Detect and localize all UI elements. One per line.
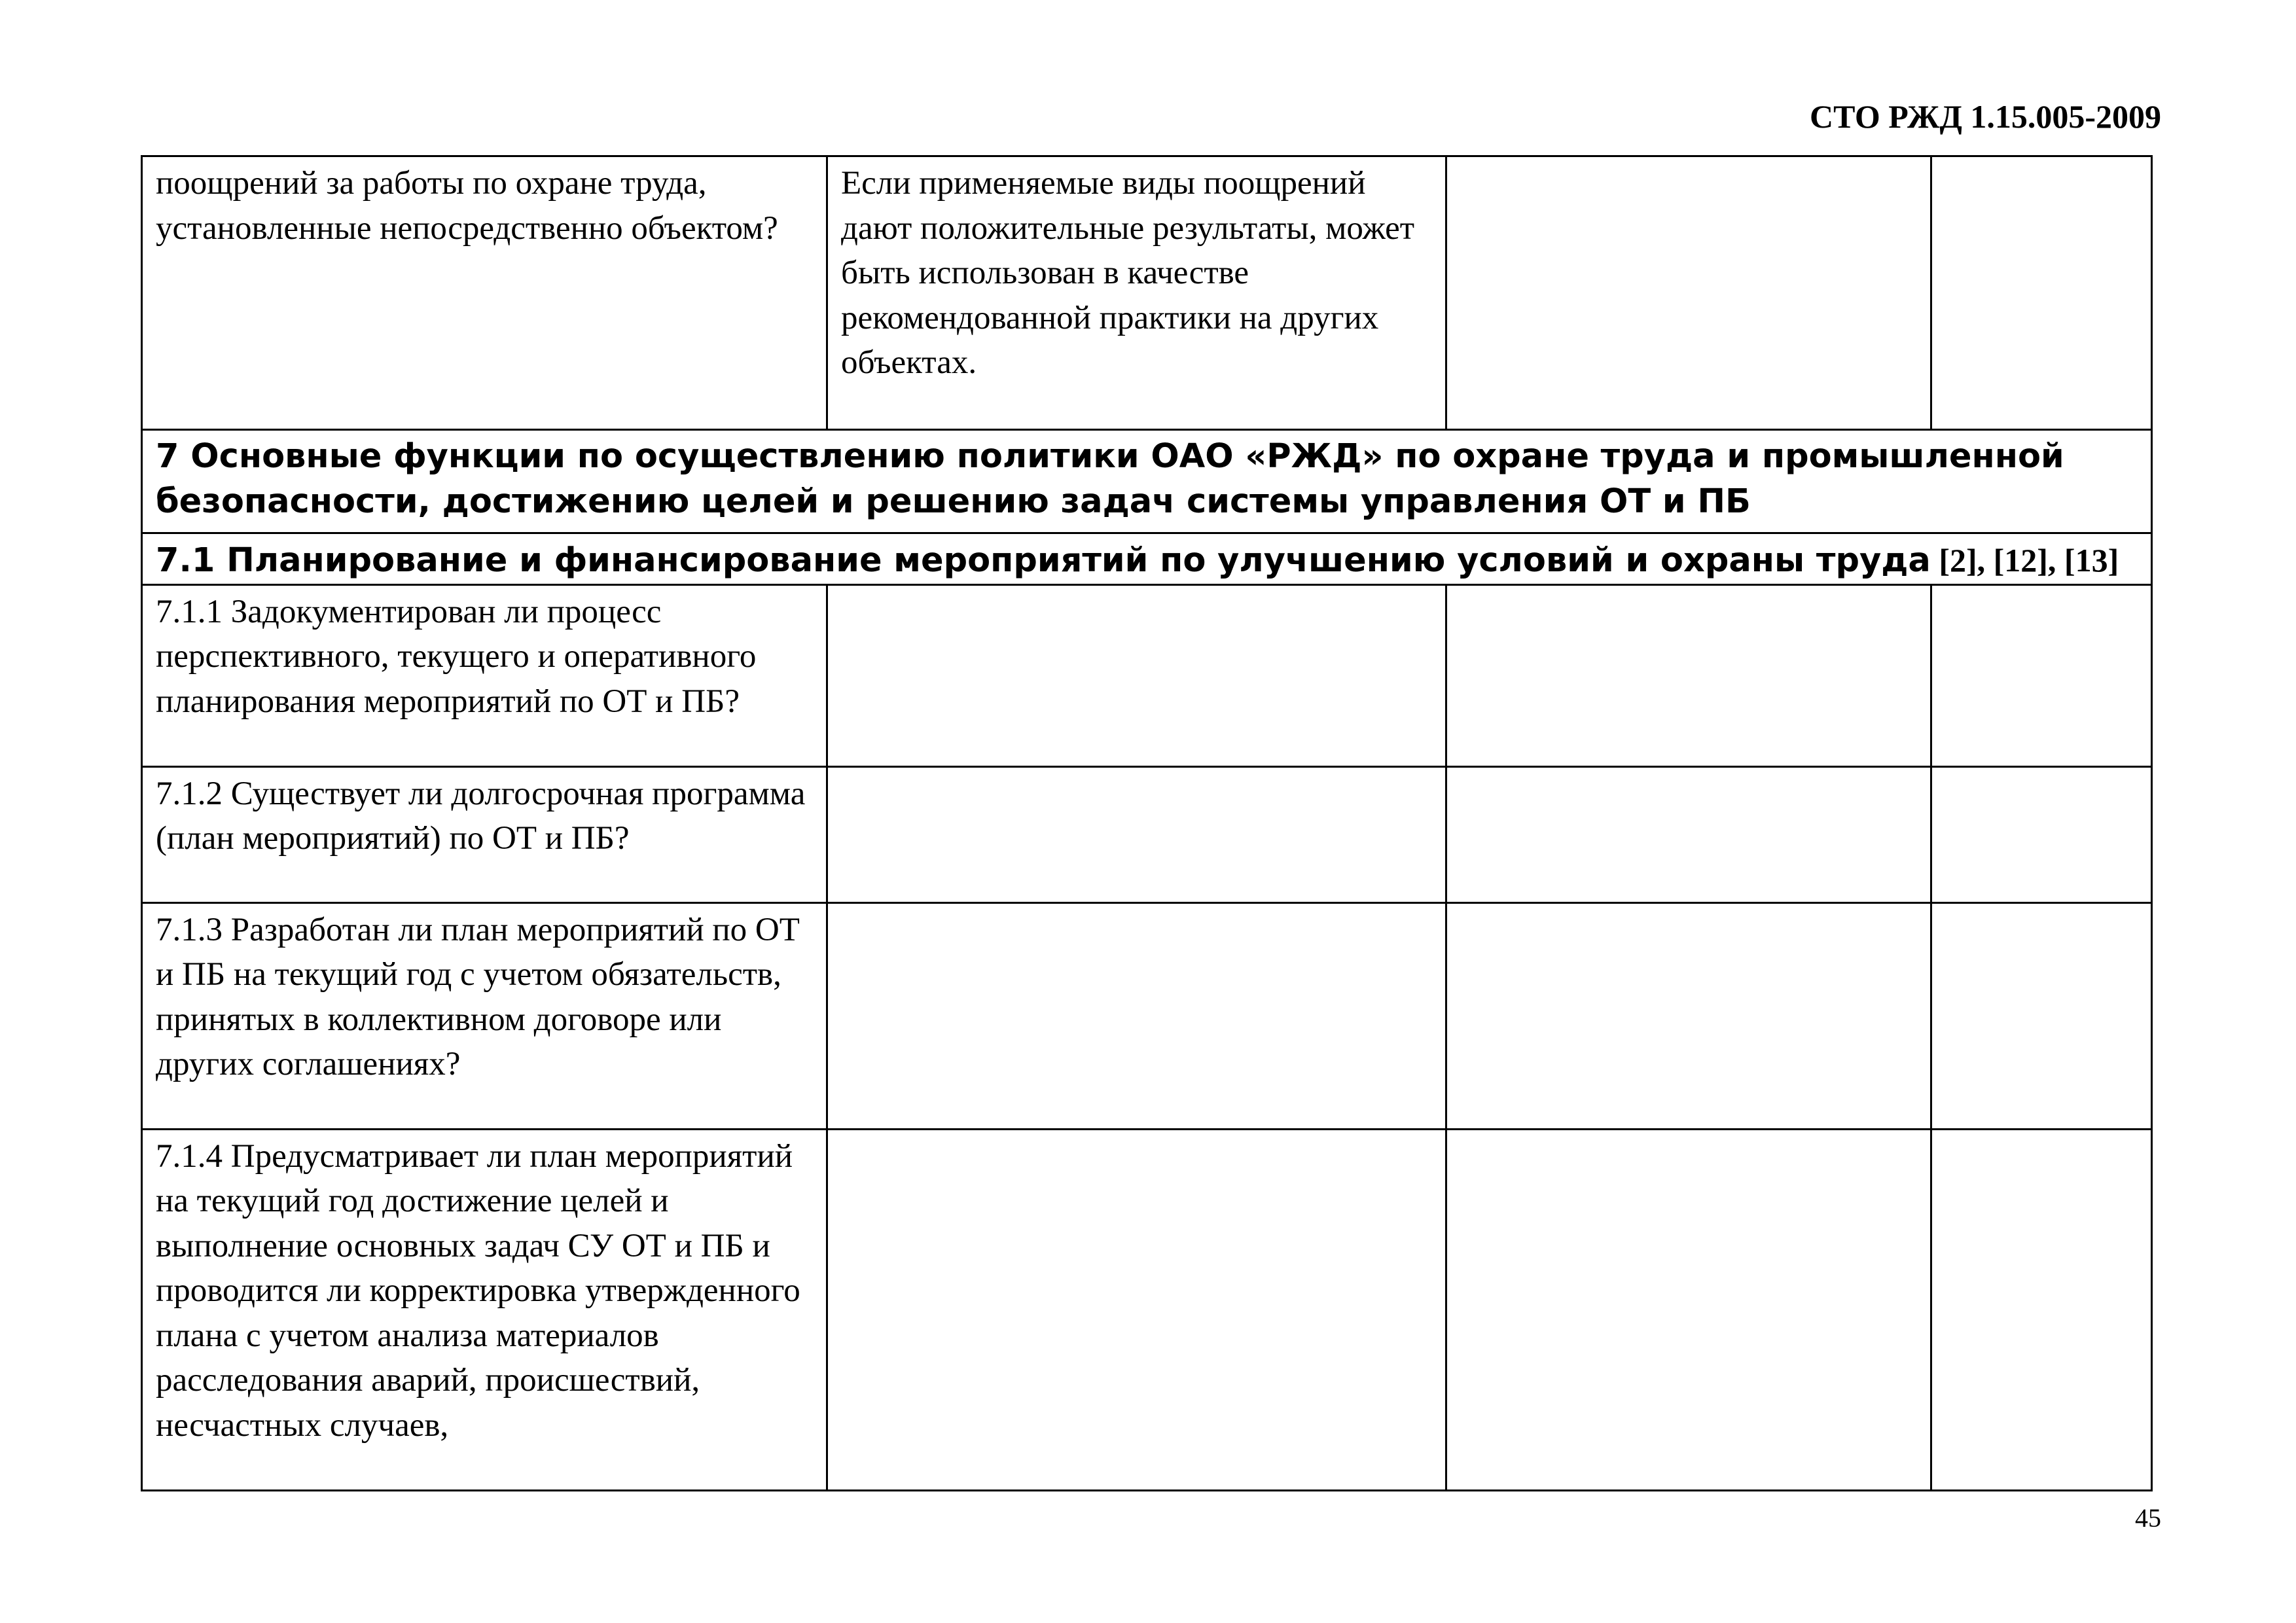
note-cell bbox=[827, 584, 1446, 766]
table-row bbox=[142, 156, 2152, 430]
subsection-heading bbox=[142, 533, 2152, 585]
mark-cell bbox=[1931, 766, 2152, 902]
table-row bbox=[142, 902, 2152, 1129]
mark-cell bbox=[1931, 1129, 2152, 1490]
page-number: 45 bbox=[2135, 1503, 2161, 1533]
result-cell bbox=[1446, 156, 1931, 430]
subsection-title: 7.1 Планирование и финансирование мероприятий по улучшению условий и охраны труда bbox=[156, 541, 1931, 580]
note-cell bbox=[827, 766, 1446, 902]
result-cell bbox=[1446, 766, 1931, 902]
checklist-table bbox=[141, 155, 2153, 1491]
note-cell bbox=[827, 902, 1446, 1129]
section-heading: 7 Основные функции по осуществлению политики ОАО «РЖД» по охране труда и промышленной безопасности, достижению целей и решению задач системы управления ОТ и ПБ bbox=[142, 430, 2152, 533]
mark-cell bbox=[1931, 584, 2152, 766]
mark-cell bbox=[1931, 902, 2152, 1129]
result-cell bbox=[1446, 584, 1931, 766]
table-row bbox=[142, 1129, 2152, 1490]
subsection-heading-row bbox=[142, 533, 2152, 585]
note-cell: Если применяемые виды поощрений дают положительные результаты, может быть использован в качестве рекомендованной практики на других объектах. bbox=[827, 156, 1446, 430]
note-cell bbox=[827, 1129, 1446, 1490]
section-heading-row bbox=[142, 430, 2152, 533]
subsection-references: [2], [12], [13] bbox=[1930, 542, 2119, 579]
question-cell: 7.1.2 Существует ли долгосрочная программа (план мероприятий) по ОТ и ПБ? bbox=[142, 766, 827, 902]
table-row bbox=[142, 584, 2152, 766]
table-row bbox=[142, 766, 2152, 902]
question-cell: 7.1.4 Предусматривает ли план мероприятий на текущий год достижение целей и выполнение основных задач СУ ОТ и ПБ и проводится ли корректировка утвержденного плана с учетом анализа материалов расследования аварий, происшествий, несчастных случаев, bbox=[142, 1129, 827, 1490]
mark-cell bbox=[1931, 156, 2152, 430]
document-code-header: СТО РЖД 1.15.005-2009 bbox=[1810, 98, 2161, 135]
result-cell bbox=[1446, 902, 1931, 1129]
question-cell: 7.1.1 Задокументирован ли процесс перспективного, текущего и оперативного планирования мероприятий по ОТ и ПБ? bbox=[142, 584, 827, 766]
question-cell: 7.1.3 Разработан ли план мероприятий по ОТ и ПБ на текущий год с учетом обязательств, принятых в коллективном договоре или других соглашениях? bbox=[142, 902, 827, 1129]
question-cell: поощрений за работы по охране труда, установленные непосредственно объектом? bbox=[142, 156, 827, 430]
result-cell bbox=[1446, 1129, 1931, 1490]
